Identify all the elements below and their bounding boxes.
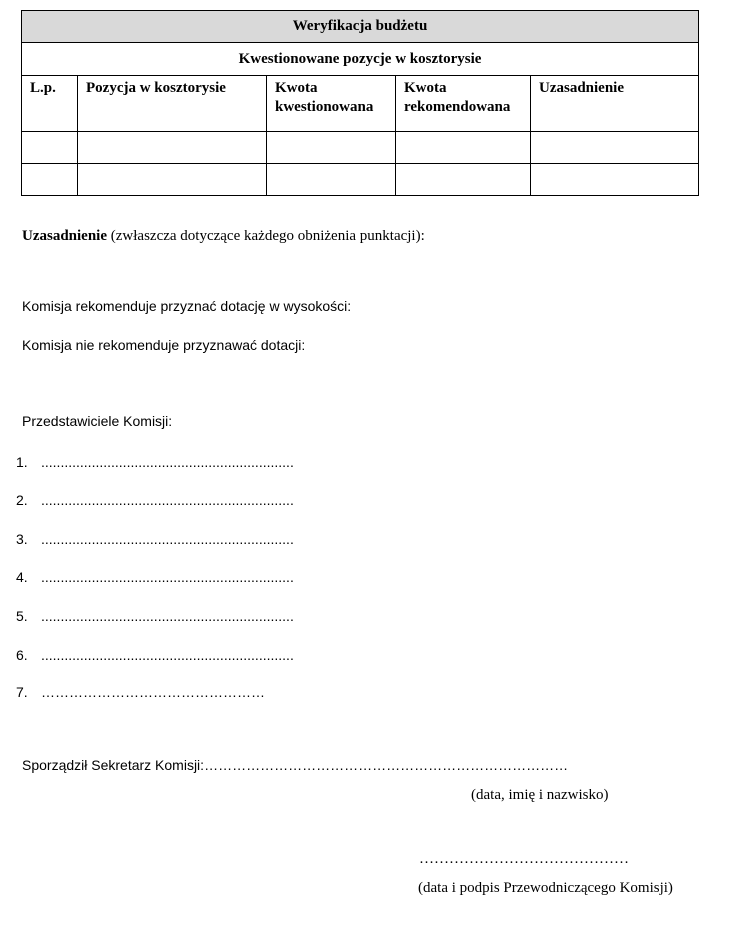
justification-note: (zwłaszcza dotyczące każdego obniżenia punktacji): bbox=[107, 228, 425, 244]
header-line-2: rekomendowana bbox=[404, 99, 511, 115]
column-header-position: Pozycja w kosztorysie bbox=[78, 76, 267, 132]
column-header-recommended-amount bbox=[396, 76, 531, 132]
signature-line[interactable]: ................................................................. bbox=[41, 492, 294, 508]
table-cell[interactable] bbox=[22, 132, 78, 164]
chairman-caption: (data i podpis Przewodniczącego Komisji) bbox=[418, 880, 673, 896]
table-row bbox=[22, 164, 699, 196]
signature-line[interactable]: ................................................................. bbox=[41, 608, 294, 624]
table-cell[interactable] bbox=[78, 132, 267, 164]
list-item-number: 6. bbox=[16, 647, 28, 663]
header-line-1: Kwota bbox=[404, 80, 447, 96]
recommend-grant-text: Komisja rekomenduje przyznać dotację w wysokości: bbox=[22, 298, 352, 314]
table-title: Weryfikacja budżetu bbox=[22, 11, 699, 43]
list-item bbox=[16, 647, 294, 663]
table-cell[interactable] bbox=[267, 132, 396, 164]
table-row bbox=[22, 132, 699, 164]
list-item-number: 1. bbox=[16, 454, 28, 470]
table-cell[interactable] bbox=[396, 164, 531, 196]
header-line-1: Kwota bbox=[275, 80, 318, 96]
list-item bbox=[16, 684, 265, 700]
column-header-justification: Uzasadnienie bbox=[531, 76, 699, 132]
secretary-signature-line bbox=[22, 757, 568, 773]
list-item bbox=[16, 569, 294, 585]
table-cell[interactable] bbox=[78, 164, 267, 196]
justification-label: Uzasadnienie bbox=[22, 228, 108, 244]
table-cell[interactable] bbox=[267, 164, 396, 196]
not-recommend-grant-text: Komisja nie rekomenduje przyznawać dotacji: bbox=[22, 337, 306, 353]
list-item-number: 7. bbox=[16, 684, 28, 700]
signature-line[interactable]: ................................................................. bbox=[41, 531, 294, 547]
column-header-lp: L.p. bbox=[22, 76, 78, 132]
budget-verification-table bbox=[21, 10, 699, 196]
secretary-caption: (data, imię i nazwisko) bbox=[471, 787, 609, 803]
signature-line[interactable]: ................................................................. bbox=[41, 569, 294, 585]
table-cell[interactable] bbox=[22, 164, 78, 196]
list-item bbox=[16, 492, 294, 508]
list-item bbox=[16, 608, 294, 624]
representatives-heading: Przedstawiciele Komisji: bbox=[22, 413, 173, 429]
column-header-questioned-amount bbox=[267, 76, 396, 132]
list-item-number: 3. bbox=[16, 531, 28, 547]
signature-line[interactable]: ………………………………………… bbox=[41, 684, 265, 700]
list-item-number: 4. bbox=[16, 569, 28, 585]
signature-line[interactable]: ................................................................. bbox=[41, 647, 294, 663]
table-cell[interactable] bbox=[531, 164, 699, 196]
table-cell[interactable] bbox=[396, 132, 531, 164]
header-line-2: kwestionowana bbox=[275, 99, 374, 115]
table-cell[interactable] bbox=[531, 132, 699, 164]
list-item bbox=[16, 531, 294, 547]
signature-line[interactable]: ................................................................. bbox=[41, 454, 294, 470]
list-item-number: 5. bbox=[16, 608, 28, 624]
justification-line bbox=[22, 228, 425, 245]
chairman-signature-dots[interactable]: …………………………………… bbox=[419, 851, 629, 867]
list-item-number: 2. bbox=[16, 492, 28, 508]
secretary-label: Sporządził Sekretarz Komisji: bbox=[22, 757, 205, 773]
list-item bbox=[16, 454, 294, 470]
table-subtitle: Kwestionowane pozycje w kosztorysie bbox=[22, 43, 699, 76]
secretary-dots[interactable]: …………………………………………………………………… bbox=[204, 757, 569, 773]
